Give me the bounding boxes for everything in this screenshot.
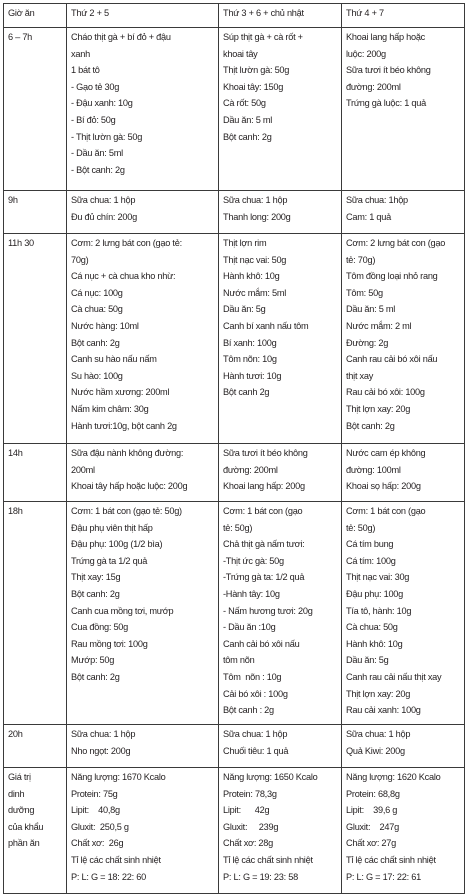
tue-fri-sun-cell [219, 725, 342, 768]
cell-line: Hành tươi:10g, bột canh 2g [71, 420, 177, 431]
cell-line: Cơm: 2 lưng bát con (gạo tẻ: [71, 238, 182, 248]
meal-time-cell [4, 234, 67, 444]
cell-line: Cua đồng: 50g [71, 622, 129, 633]
cell-line: dinh [8, 788, 25, 799]
meal-plan-document [3, 3, 464, 894]
cell-line: Lipit: 39,6 g [346, 805, 398, 816]
cell-line: Quả Kiwi: 200g [346, 745, 405, 756]
cell-line: Cải bó xôi : 100g [223, 688, 288, 699]
mon-thu-cell [67, 191, 219, 234]
cell-line: Nước mắm: 5ml [223, 287, 287, 298]
cell-line: Nước cam ép không [346, 448, 426, 458]
cell-line: - Bột canh: 2g [71, 164, 125, 175]
cell-line: Nho ngọt: 200g [71, 745, 131, 756]
header-mon-thu: Thứ 2 + 5 [67, 4, 219, 28]
cell-line: - Dầu ăn: 5ml [71, 148, 123, 159]
row-14h [4, 444, 465, 502]
cell-line: Su hào: 100g [71, 370, 123, 381]
cell-line: Thịt lườn gà: 50g [223, 65, 290, 76]
cell-line: Thịt lợn xay: 20g [346, 403, 411, 414]
cell-line: Sữa chua: 1hộp [346, 195, 408, 205]
cell-line: Đậu phụ viên thịt hấp [71, 522, 153, 533]
cell-line: Canh cua mồng tơi, mướp [71, 605, 174, 616]
row-11h30 [4, 234, 465, 444]
cell-line: Hành khô: 10g [223, 271, 280, 282]
cell-line: tôm nõn [223, 655, 255, 666]
cell-line: Cà rốt: 50g [223, 98, 266, 109]
cell-line: Nước mắm: 2 ml [346, 320, 412, 331]
cell-line: Cam: 1 quả [346, 211, 391, 222]
cell-line: đường: 200ml [223, 464, 278, 475]
mon-thu-cell [67, 725, 219, 768]
tue-fri-sun-cell [219, 191, 342, 234]
cell-line: Chuối tiêu: 1 quả [223, 745, 289, 756]
cell-line: Trứng gà luộc: 1 quả [346, 98, 426, 109]
mon-thu-cell [67, 444, 219, 502]
cell-line: Đậu phụ: 100g [346, 588, 404, 599]
cell-line: Canh rau cải bó xôi nấu [346, 354, 438, 365]
row-18h [4, 502, 465, 725]
wed-sat-cell [342, 768, 465, 894]
cell-line: Tôm nõn: 10g [223, 354, 277, 365]
cell-line: tẻ: 70g) [346, 254, 376, 265]
cell-line: 18h [8, 506, 23, 516]
row-20h [4, 725, 465, 768]
cell-line: 14h [8, 448, 23, 458]
table-body [4, 28, 465, 894]
cell-line: Sữa chua: 1 hộp [71, 729, 136, 739]
tue-fri-sun-cell [219, 28, 342, 191]
cell-line: Gluxit: 247g [346, 821, 399, 832]
cell-line: Cá tím: 100g [346, 555, 396, 566]
row-nutrition [4, 768, 465, 894]
cell-line: P: L: G = 19: 23: 58 [223, 871, 298, 882]
cell-line: Cà chua: 50g [346, 622, 398, 633]
cell-line: Bột canh: 2g [71, 588, 120, 599]
cell-line: Thịt lợn rim [223, 238, 267, 248]
cell-line: Chất xơ: 26g [71, 838, 124, 849]
cell-line: Khoai sọ hấp: 200g [346, 481, 421, 492]
wed-sat-cell [342, 234, 465, 444]
cell-line: - Thịt lườn gà: 50g [71, 131, 143, 142]
cell-line: Đậu phụ: 100g (1/2 bìa) [71, 539, 163, 550]
cell-line: Bột canh : 2g [223, 705, 274, 716]
cell-line: Bột canh 2g [223, 387, 270, 398]
cell-line: Cơm: 1 bát con (gạo [346, 506, 426, 516]
cell-line: Sữa đậu nành không đường: [71, 448, 184, 458]
cell-line: Dầu ăn: 5 ml [346, 304, 396, 315]
cell-line: Bột canh: 2g [223, 131, 272, 142]
cell-line: thịt xay [346, 370, 374, 381]
wed-sat-cell [342, 725, 465, 768]
meal-time-cell [4, 191, 67, 234]
cell-line: tẻ: 50g) [346, 522, 376, 533]
cell-line: -Trứng gà ta: 1/2 quả [223, 572, 305, 583]
cell-line: 20h [8, 729, 23, 739]
row-6-7h [4, 28, 465, 191]
cell-line: Khoai lang hấp: 200g [223, 481, 305, 492]
cell-line: - Bí đỏ: 50g [71, 114, 116, 125]
cell-line: Hành khô: 10g [346, 638, 403, 649]
cell-line: Dầu ăn: 5 ml [223, 114, 273, 125]
cell-line: Cà chua: 50g [71, 304, 123, 315]
cell-line: của khẩu [8, 821, 44, 832]
cell-line: Sữa chua: 1 hộp [346, 729, 411, 739]
cell-line: Đường: 2g [346, 337, 389, 348]
cell-line: Thịt xay: 15g [71, 572, 121, 583]
cell-line: Cá nục + cà chua kho nhừ: [71, 271, 176, 282]
header-row [4, 4, 465, 28]
cell-line: Protein: 75g [71, 788, 118, 799]
cell-line: P: L: G = 18: 22: 60 [71, 871, 146, 882]
cell-line: 70g) [71, 254, 89, 265]
mon-thu-cell [67, 502, 219, 725]
cell-line: xanh [71, 48, 90, 59]
cell-line: -Hành tây: 10g [223, 588, 280, 599]
cell-line: Tỉ lệ các chất sinh nhiệt [71, 854, 161, 865]
cell-line: phần ăn [8, 838, 40, 849]
mon-thu-cell [67, 234, 219, 444]
cell-line: Bột canh: 2g [346, 420, 395, 431]
cell-line: Dầu ăn: 5g [223, 304, 266, 315]
cell-line: Protein: 68,8g [346, 788, 400, 799]
cell-line: Năng lượng: 1650 Kcalo [223, 772, 318, 782]
wed-sat-cell [342, 502, 465, 725]
meal-time-cell [4, 725, 67, 768]
cell-line: Canh rau cải nấu thịt xay [346, 671, 442, 682]
cell-line: Lipit: 40,8g [71, 805, 120, 816]
cell-line: Sữa chua: 1 hộp [223, 729, 288, 739]
cell-line: Rau cải bó xôi: 100g [346, 387, 425, 398]
cell-line: Thịt nạc vai: 50g [223, 254, 287, 265]
cell-line: Bí xanh: 100g [223, 337, 277, 348]
cell-line: khoai tây [223, 48, 258, 59]
cell-line: - Nấm hương tươi: 20g [223, 605, 313, 616]
cell-line: Bột canh: 2g [71, 671, 120, 682]
cell-line: Sữa chua: 1 hộp [223, 195, 288, 205]
mon-thu-cell [67, 28, 219, 191]
cell-line: P: L: G = 17: 22: 61 [346, 871, 421, 882]
cell-line: -Thịt ức gà: 50g [223, 555, 284, 566]
cell-line: Cá tím bung [346, 539, 394, 550]
cell-line: đường: 100ml [346, 464, 401, 475]
cell-line: Thanh long: 200g [223, 211, 291, 222]
tue-fri-sun-cell [219, 768, 342, 894]
cell-line: Gluxit: 250,5 g [71, 821, 129, 832]
cell-line: - Đậu xanh: 10g [71, 98, 133, 109]
cell-line: Tỉ lệ các chất sinh nhiệt [223, 854, 313, 865]
cell-line: Bột canh: 2g [71, 337, 120, 348]
cell-line: Gluxit: 239g [223, 821, 279, 832]
cell-line: dưỡng [8, 805, 35, 816]
cell-line: Đu đủ chín: 200g [71, 211, 137, 222]
cell-line: Nước hầm xương: 200ml [71, 387, 170, 398]
cell-line: Tỉ lệ các chất sinh nhiệt [346, 854, 436, 865]
wed-sat-cell [342, 191, 465, 234]
cell-line: Rau cải xanh: 100g [346, 705, 421, 716]
cell-line: 9h [8, 195, 18, 205]
meal-time-cell [4, 28, 67, 191]
cell-line: Thịt lợn xay: 20g [346, 688, 411, 699]
cell-line: Cơm: 2 lưng bát con (gạo [346, 238, 446, 248]
meal-time-cell [4, 444, 67, 502]
cell-line: Cháo thịt gà + bí đỏ + đậu [71, 32, 171, 42]
cell-line: Sữa chua: 1 hộp [71, 195, 136, 205]
cell-line: Lipit: 42g [223, 805, 270, 816]
cell-line: 6 – 7h [8, 32, 33, 42]
cell-line: Tôm: 50g [346, 287, 383, 298]
cell-line: Nấm kim châm: 30g [71, 403, 149, 414]
cell-line: Khoai tây hấp hoặc luộc: 200g [71, 481, 188, 492]
cell-line: Khoai tây: 150g [223, 81, 284, 92]
cell-line: Chất xơ: 28g [223, 838, 274, 849]
cell-line: Trứng gà ta 1/2 quả [71, 555, 148, 566]
cell-line: tẻ: 50g) [223, 522, 253, 533]
cell-line: Cơm: 1 bát con (gạo [223, 506, 303, 516]
wed-sat-cell [342, 28, 465, 191]
cell-line: Tía tô, hành: 10g [346, 605, 412, 616]
cell-line: Năng lượng: 1620 Kcalo [346, 772, 441, 782]
cell-line: Canh bí xanh nấu tôm [223, 320, 309, 331]
cell-line: Khoai lang hấp hoặc [346, 32, 426, 42]
meal-time-cell [4, 768, 67, 894]
cell-line: luộc: 200g [346, 48, 386, 59]
cell-line: Canh cải bó xôi nấu [223, 638, 300, 649]
cell-line: Cơm: 1 bát con (gạo tẻ: 50g) [71, 506, 182, 516]
cell-line: 200ml [71, 464, 95, 475]
meal-plan-table [3, 3, 465, 894]
cell-line: đường: 200ml [346, 81, 401, 92]
header-tue-fri-sun: Thứ 3 + 6 + chủ nhật [219, 4, 342, 28]
cell-line: Canh su hào nấu nấm [71, 354, 157, 365]
cell-line: Dầu ăn: 5g [346, 655, 389, 666]
cell-line: Sữa tươi ít béo không [346, 65, 431, 76]
cell-line: Chất xơ: 27g [346, 838, 397, 849]
cell-line: Protein: 78,3g [223, 788, 277, 799]
cell-line: 11h 30 [8, 238, 34, 248]
cell-line: Năng lượng: 1670 Kcalo [71, 772, 166, 782]
cell-line: Thịt nạc vai: 30g [346, 572, 410, 583]
cell-line: - Gạo tẻ 30g [71, 81, 120, 92]
cell-line: Cá nục: 100g [71, 287, 123, 298]
meal-time-cell [4, 502, 67, 725]
header-wed-sat: Thứ 4 + 7 [342, 4, 465, 28]
cell-line: Sữa tươi ít béo không [223, 448, 308, 458]
tue-fri-sun-cell [219, 444, 342, 502]
cell-line: 1 bát tô [71, 65, 100, 76]
cell-line: Mướp: 50g [71, 655, 115, 666]
cell-line: Tôm nõn : 10g [223, 671, 282, 682]
cell-line: Tôm đồng loại nhỏ rang [346, 271, 438, 282]
tue-fri-sun-cell [219, 234, 342, 444]
cell-line: Hành tươi: 10g [223, 370, 282, 381]
wed-sat-cell [342, 444, 465, 502]
tue-fri-sun-cell [219, 502, 342, 725]
row-9h [4, 191, 465, 234]
cell-line: Súp thịt gà + cà rốt + [223, 32, 303, 42]
header-meal-time: Giờ ăn [4, 4, 67, 28]
cell-line: Nước hàng: 10ml [71, 320, 139, 331]
cell-line: - Dầu ăn :10g [223, 622, 276, 633]
cell-line: Giá trị [8, 772, 31, 782]
mon-thu-cell [67, 768, 219, 894]
cell-line: Chả thịt gà nấm tươi: [223, 539, 305, 550]
cell-line: Rau mồng tơi: 100g [71, 638, 148, 649]
